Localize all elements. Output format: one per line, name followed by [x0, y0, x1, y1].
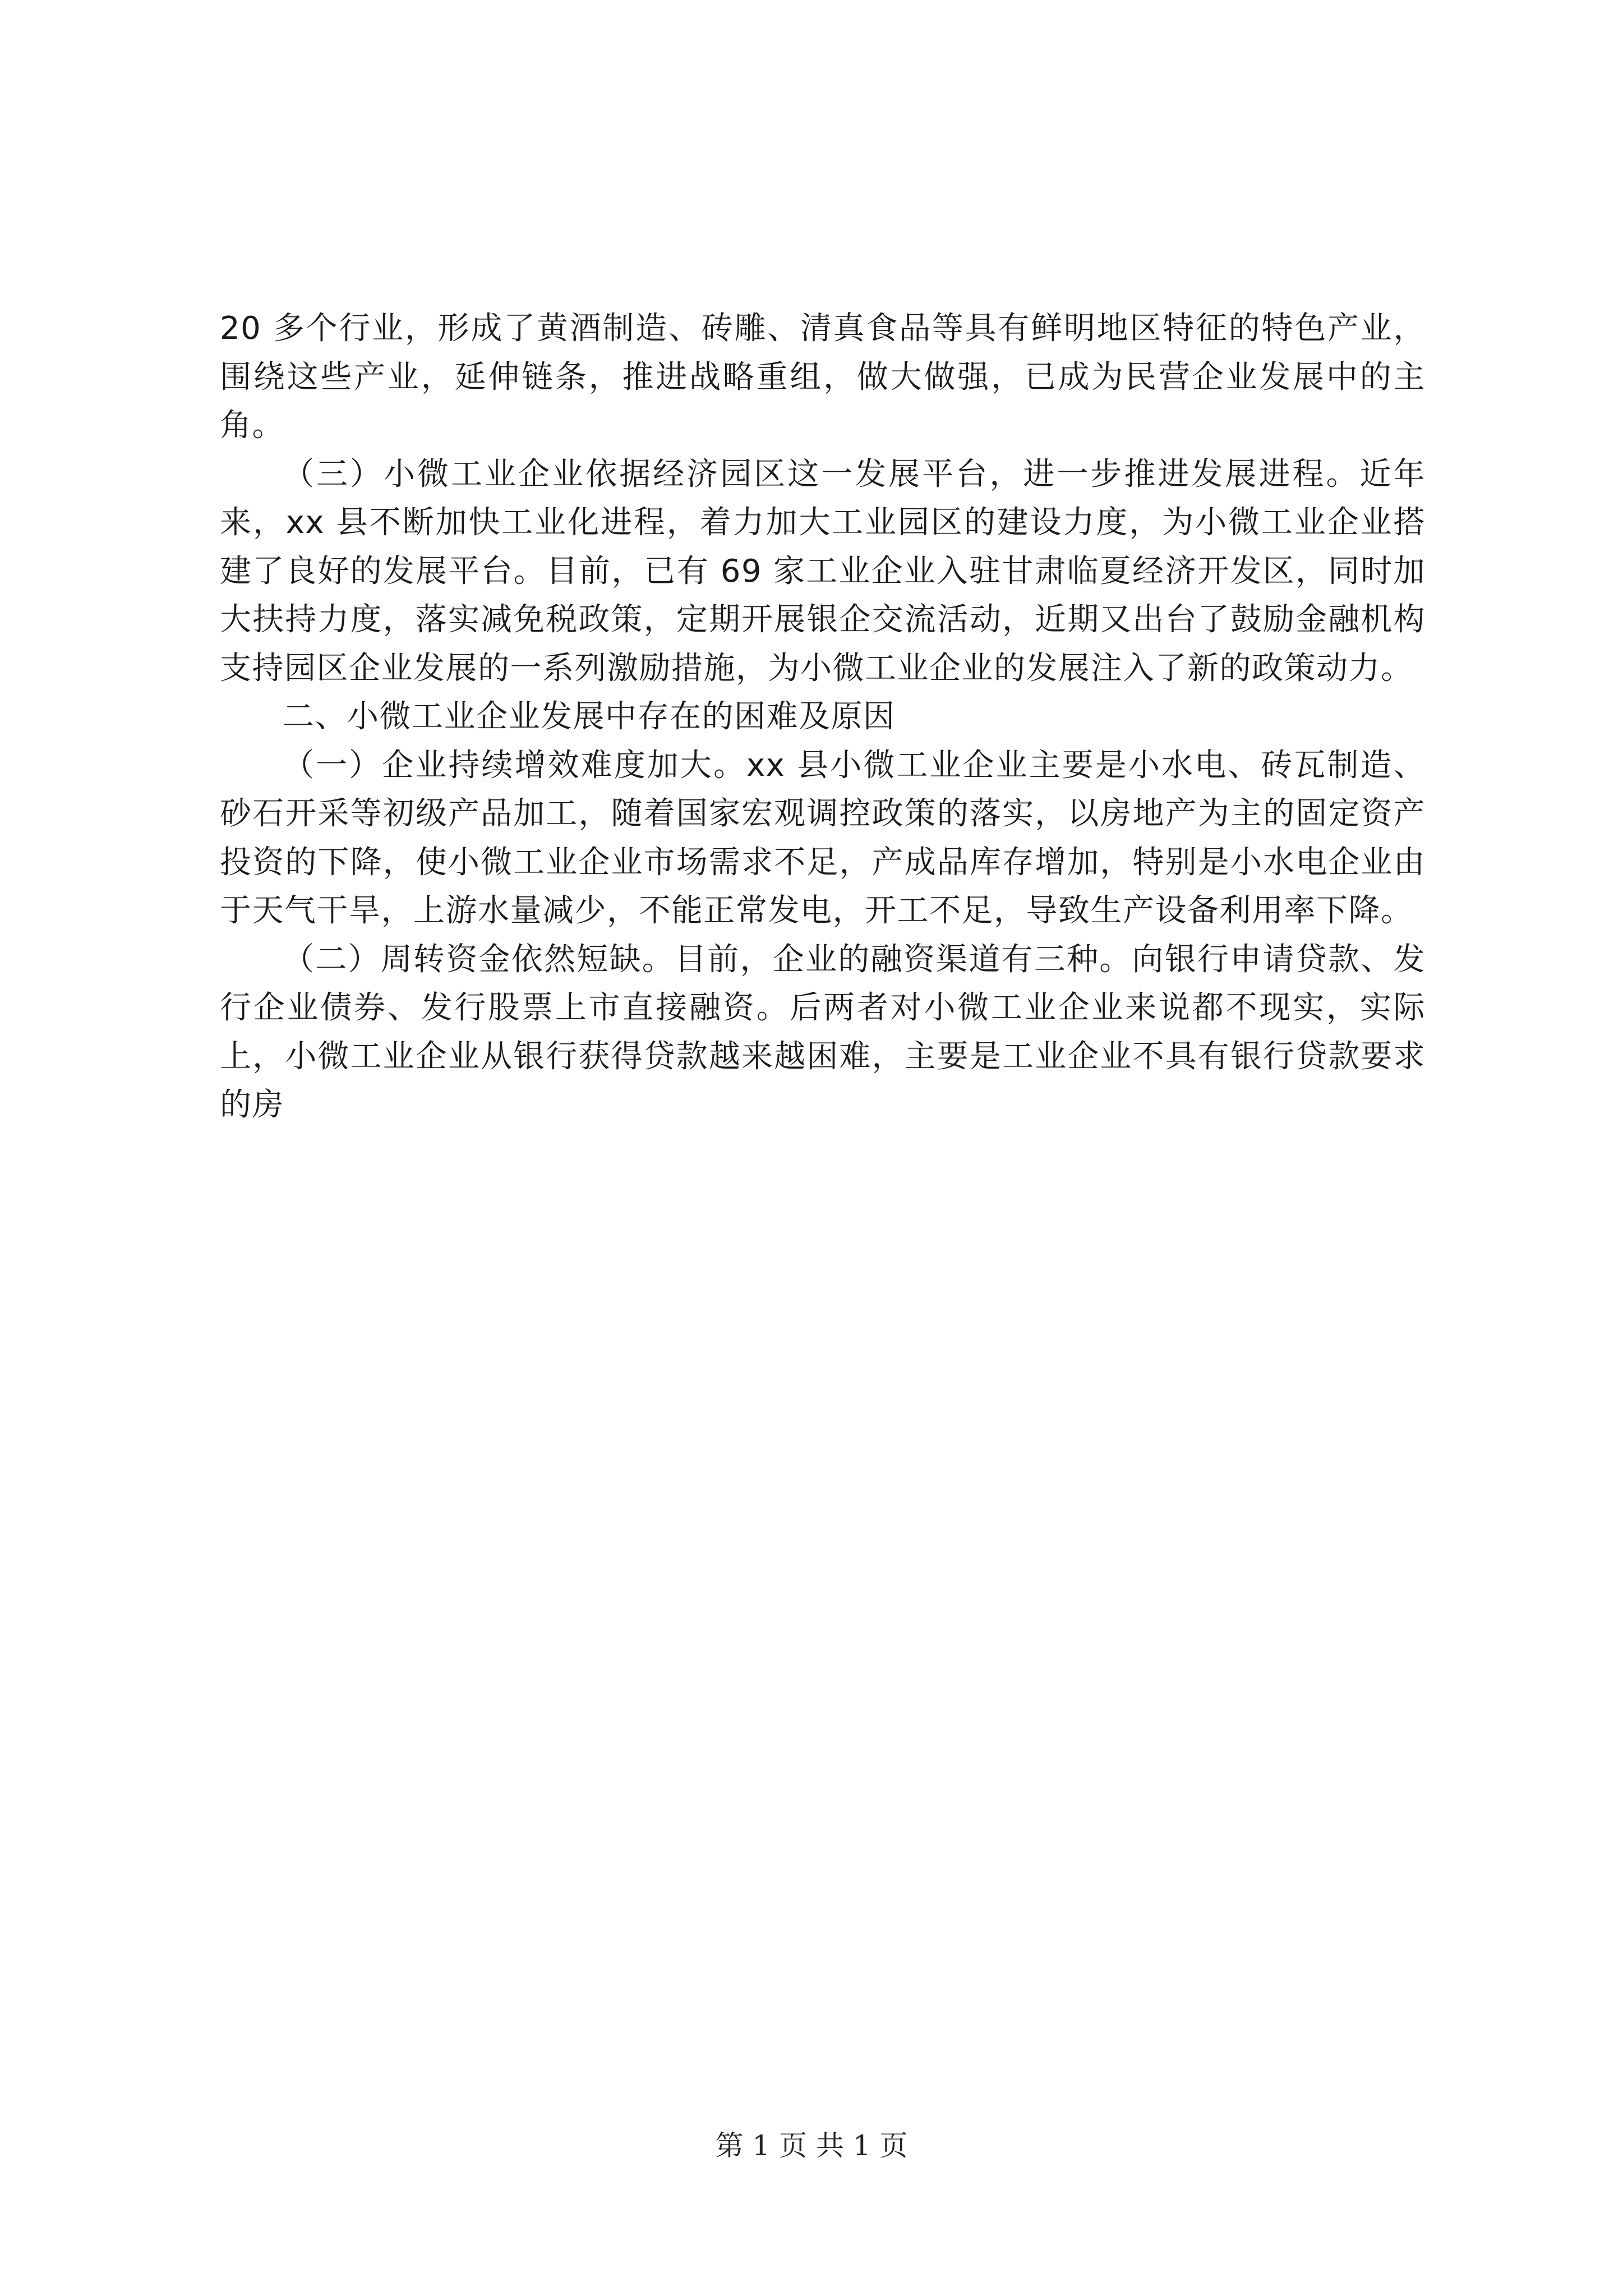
body-text [220, 305, 1426, 1130]
paragraph-section-two: （二）周转资金依然短缺。目前，企业的融资渠道有三种。向银行申请贷款、发行企业债券、发行股票上市直接融资。后两者对小微工业企业来说都不现实，实际上，小微工业企业从银行获得贷款越来越困难，主要是工业企业不具有银行贷款要求的房 [220, 941, 1426, 1123]
paragraph-continuation: 20 多个行业，形成了黄酒制造、砖雕、清真食品等具有鲜明地区特征的特色产业，围绕这些产业，延伸链条，推进战略重组，做大做强，已成为民营企业发展中的主角。 [220, 310, 1426, 444]
paragraph-section-three: （三）小微工业企业依据经济园区这一发展平台，进一步推进发展进程。近年来，xx 县不断加快工业化进程，着力加大工业园区的建设力度，为小微工业企业搭建了良好的发展平台。目前，已有 69 家工业企业入驻甘肃临夏经济开发区，同时加大扶持力度，落实减免税政策，定期开展银企交流活动，近期又出台了鼓励金融机构支持园区企业发展的一系列激励措施，为小微工业企业的发展注入了新的政策动力。 [220, 455, 1426, 687]
paragraph-section-one: （一）企业持续增效难度加大。xx 县小微工业企业主要是小水电、砖瓦制造、砂石开采等初级产品加工，随着国家宏观调控政策的落实，以房地产为主的固定资产投资的下降，使小微工业企业市场需求不足，产成品库存增加，特别是小水电企业由于天气干旱，上游水量减少，不能正常发电，开工不足，导致生产设备利用率下降。 [220, 747, 1426, 929]
page-footer: 第 1 页 共 1 页 [715, 2129, 908, 2162]
section-heading-two: 二、小微工业企业发展中存在的困难及原因 [283, 698, 896, 735]
